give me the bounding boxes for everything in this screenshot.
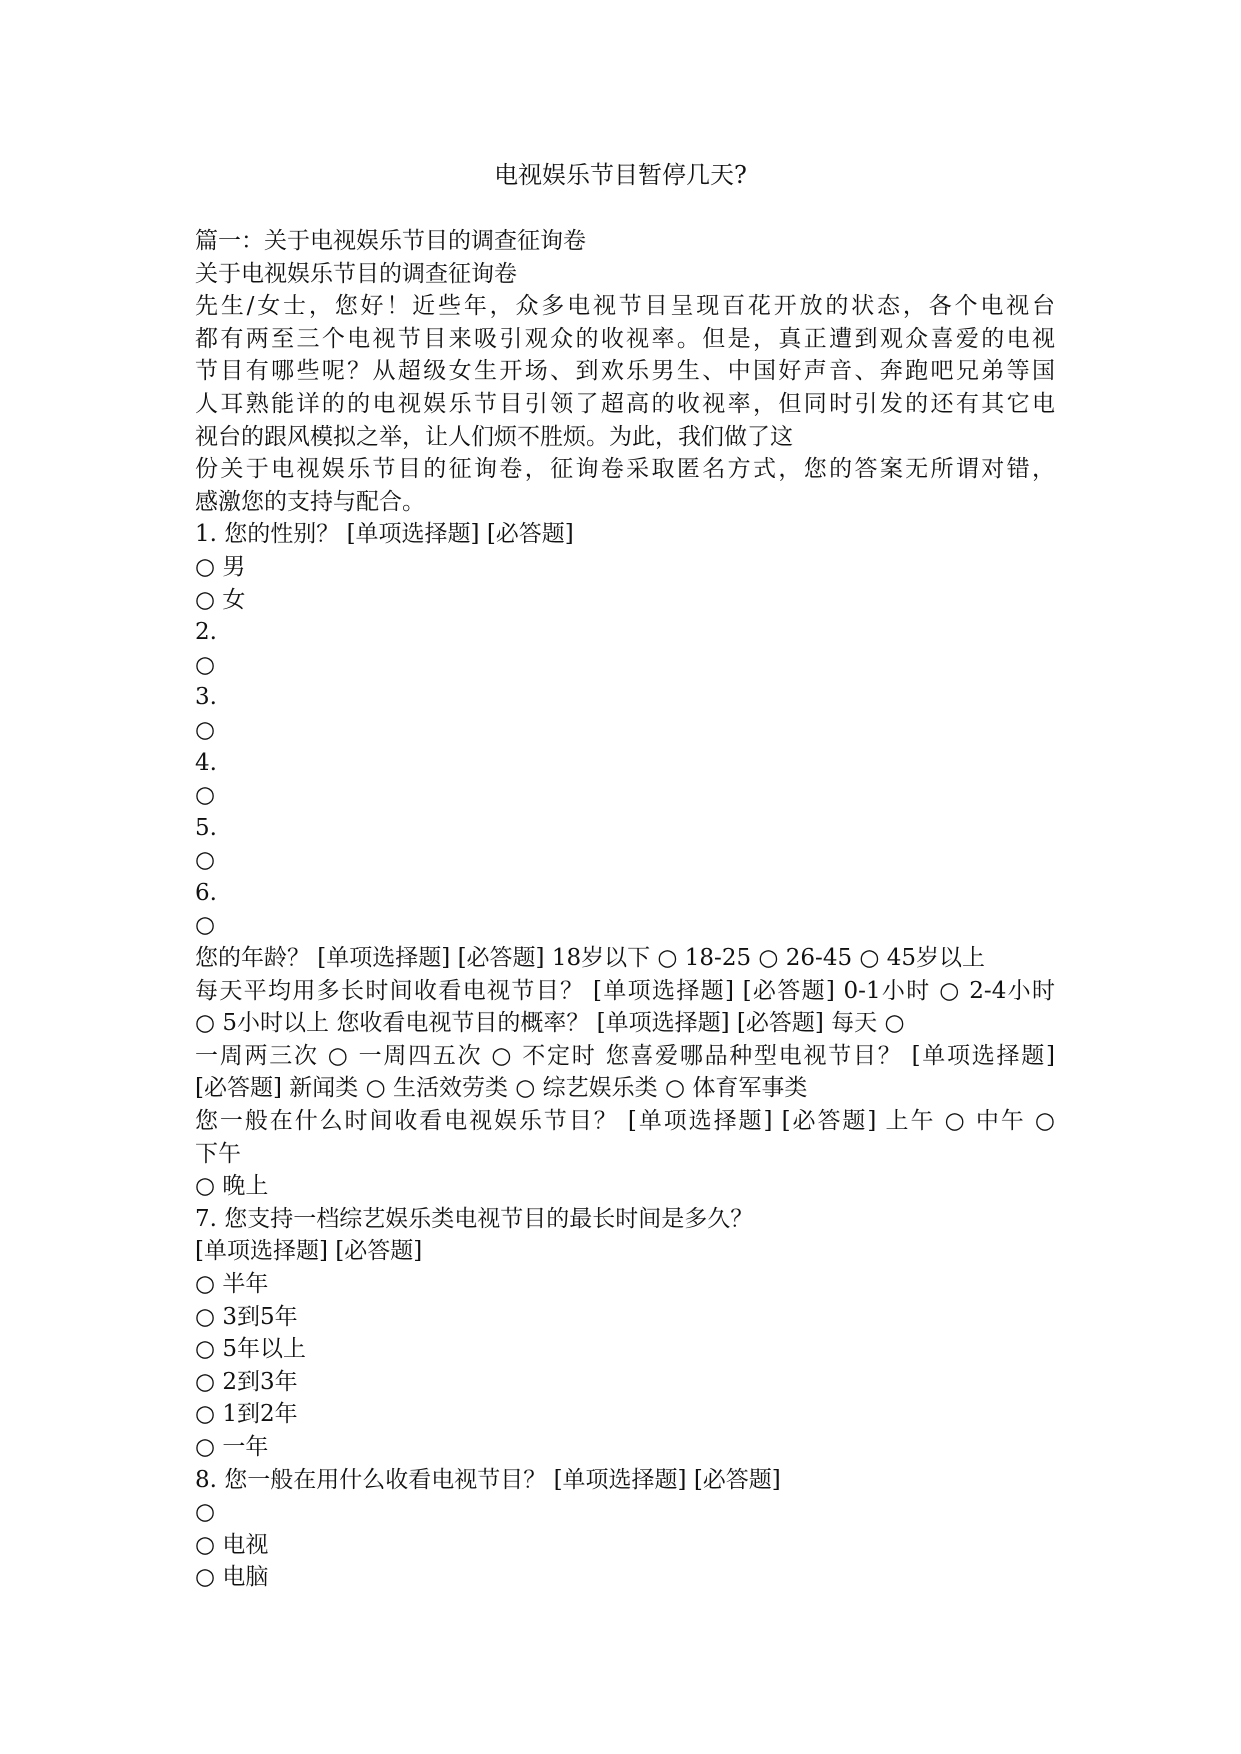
text-line: 节目有哪些呢？从超级女生开场、到欢乐男生、中国好声音、奔跑吧兄弟等国	[195, 358, 1055, 385]
text-line: 都有两至三个电视节目来吸引观众的收视率。但是，真正遭到观众喜爱的电视	[195, 325, 1055, 352]
text-line: 关于电视娱乐节目的调查征询卷	[195, 260, 517, 287]
text-line: ○	[195, 847, 216, 874]
text-line: ○ 女	[195, 586, 246, 613]
text-line: ○ 男	[195, 553, 246, 580]
text-line: ○	[195, 912, 216, 939]
document-body	[195, 225, 1055, 1594]
text-line: ○ 半年	[195, 1271, 269, 1297]
text-line: 6.	[195, 879, 217, 906]
text-line: ○ 电视	[195, 1531, 269, 1558]
text-line: ○ 晚上	[195, 1173, 269, 1200]
text-line: 8. 您一般在用什么收看电视节目？ [单项选择题] [必答题]	[195, 1466, 781, 1493]
text-line: 4.	[195, 749, 217, 776]
text-line: 人耳熟能详的的电视娱乐节目引领了超高的收视率，但同时引发的还有其它电	[195, 390, 1055, 417]
text-line: ○ 3到5年	[195, 1303, 298, 1330]
text-line: 下午	[195, 1140, 241, 1167]
text-line: [必答题] 新闻类 ○ 生活效劳类 ○ 综艺娱乐类 ○ 体育军事类	[195, 1075, 808, 1102]
text-line: 1. 您的性别？ [单项选择题] [必答题]	[195, 521, 574, 548]
text-line: ○	[195, 1499, 216, 1526]
text-line: ○ 5小时以上 您收看电视节目的概率？ [单项选择题] [必答题] 每天 ○	[195, 1010, 905, 1037]
text-line: ○ 1到2年	[195, 1401, 298, 1428]
text-line: 一周两三次 ○ 一周四五次 ○ 不定时 您喜爱哪品种型电视节目？ [单项选择题]	[195, 1042, 1055, 1069]
text-line: ○	[195, 651, 216, 678]
text-line: ○	[195, 716, 216, 743]
text-line: 视台的跟风模拟之举，让人们烦不胜烦。为此，我们做了这	[195, 423, 793, 450]
text-line: ○ 5年以上	[195, 1336, 307, 1363]
text-line: ○ 2到3年	[195, 1368, 298, 1395]
text-line: [单项选择题] [必答题]	[195, 1238, 423, 1265]
text-line: ○ 电脑	[195, 1564, 269, 1591]
document-title: 电视娱乐节目暂停几天?	[494, 161, 747, 189]
text-line: 篇一：关于电视娱乐节目的调查征询卷	[195, 228, 586, 254]
text-line: 3.	[195, 684, 217, 711]
text-line: 份关于电视娱乐节目的征询卷，征询卷采取匿名方式，您的答案无所谓对错，	[195, 456, 1055, 483]
text-line: 先生/女士，您好！近些年，众多电视节目呈现百花开放的状态，各个电视台	[195, 293, 1055, 320]
text-line: 感激您的支持与配合。	[195, 488, 425, 515]
text-line: ○	[195, 782, 216, 809]
text-line: 每天平均用多长时间收看电视节目？ [单项选择题] [必答题] 0-1小时 ○ 2-4小时	[195, 977, 1055, 1004]
text-line: 5.	[195, 814, 217, 841]
text-line: ○ 一年	[195, 1433, 269, 1460]
text-line: 2.	[195, 619, 217, 646]
text-line: 7. 您支持一档综艺娱乐类电视节目的最长时间是多久？	[195, 1205, 754, 1232]
text-line: 您一般在什么时间收看电视娱乐节目？ [单项选择题] [必答题] 上午 ○ 中午 ○	[195, 1108, 1055, 1135]
text-line: 您的年龄？ [单项选择题] [必答题] 18岁以下 ○ 18-25 ○ 26-45 ○ 45岁以上	[195, 945, 986, 972]
